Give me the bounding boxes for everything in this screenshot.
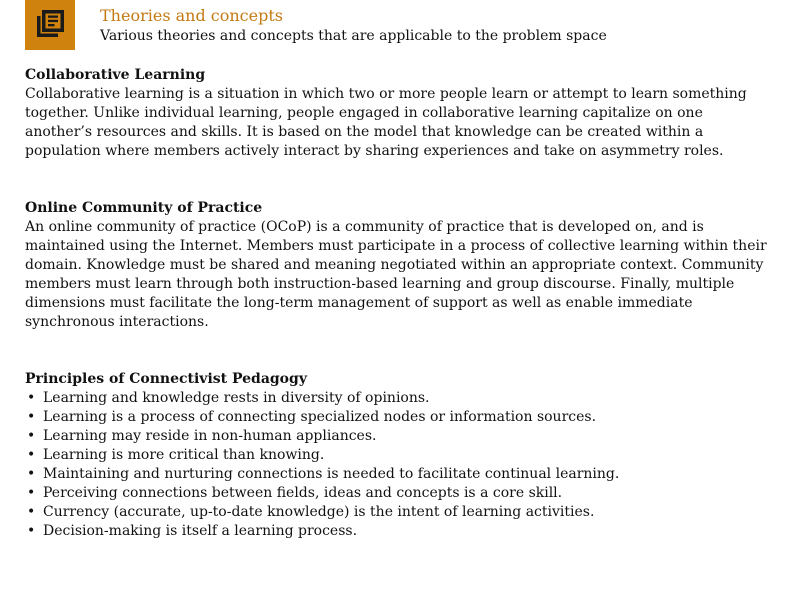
section-connectivist-pedagogy xyxy=(25,370,773,541)
section-online-community-of-practice xyxy=(25,199,773,332)
principles-list xyxy=(25,389,773,541)
list-item: • Learning and knowledge rests in diversity of opinions. xyxy=(25,389,773,408)
page-header xyxy=(25,0,785,50)
library-books-icon xyxy=(25,0,75,50)
page-title: Theories and concepts xyxy=(100,6,283,25)
section-heading: Online Community of Practice xyxy=(25,200,263,216)
list-item: • Currency (accurate, up-to-date knowledge) is the intent of learning activities. xyxy=(25,503,773,522)
list-item: • Learning may reside in non-human appliances. xyxy=(25,427,773,446)
section-body: Collaborative learning is a situation in which two or more people learn or attempt to learn something together. Unlike individual learning, people engaged in collaborative learning capitalize on one another’s resources and skills. It is based on the model that knowledge can be created within a population where members actively interact by sharing experiences and take on asymmetry roles. xyxy=(25,86,747,159)
list-item: • Maintaining and nurturing connections is needed to facilitate continual learning. xyxy=(25,465,773,484)
section-heading: Principles of Connectivist Pedagogy xyxy=(25,371,307,387)
list-item: • Learning is a process of connecting specialized nodes or information sources. xyxy=(25,408,773,427)
list-item: • Perceiving connections between fields, ideas and concepts is a core skill. xyxy=(25,484,773,503)
section-heading: Collaborative Learning xyxy=(25,67,206,83)
list-item: • Decision-making is itself a learning process. xyxy=(25,522,773,541)
main-content xyxy=(25,66,773,541)
list-item: • Learning is more critical than knowing. xyxy=(25,446,773,465)
page-subtitle: Various theories and concepts that are applicable to the problem space xyxy=(100,28,607,44)
section-collaborative-learning xyxy=(25,66,773,161)
section-body: An online community of practice (OCoP) is a community of practice that is developed on, and is maintained using the Internet. Members must participate in a process of collective learning within their domain. Knowledge must be shared and meaning negotiated within an appropriate context. Community members must learn through both instruction-based learning and group discourse. Finally, multiple dimensions must facilitate the long-term management of support as well as enable immediate synchronous interactions. xyxy=(25,219,767,330)
